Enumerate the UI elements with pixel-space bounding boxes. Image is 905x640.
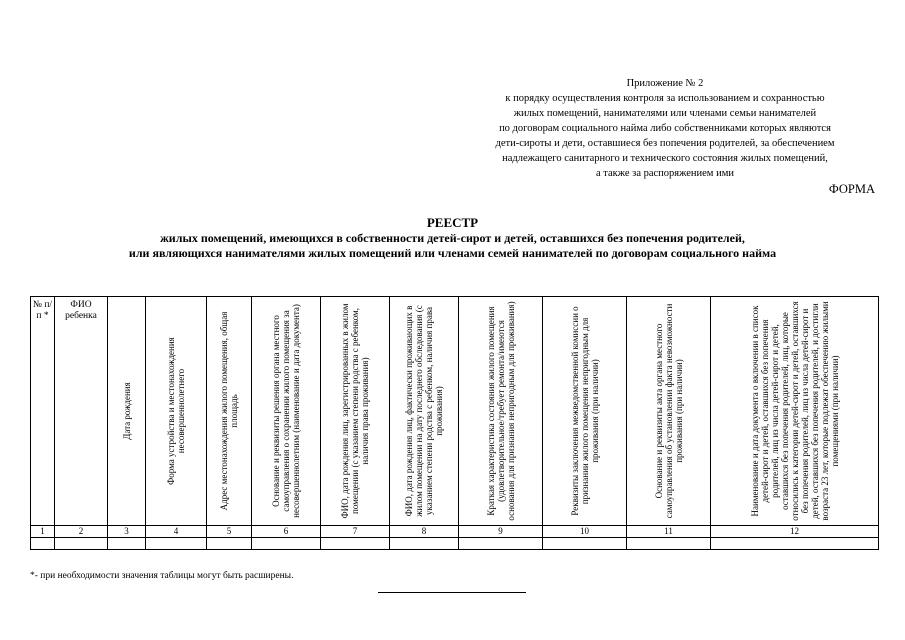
document-subtitle-line: или являющихся нанимателями жилых помещений или членами семей нанимателей по договорам социального найма (128, 246, 777, 260)
header-commission-conclusion: Реквизиты заключения межведомственной комиссии о признании жилого помещения непригодным для проживания (при наличии) (569, 306, 600, 516)
table-empty-row (31, 538, 879, 550)
column-number: 12 (711, 526, 879, 538)
column-number: 6 (252, 526, 321, 538)
table-cell (207, 538, 252, 550)
table-header-cell (207, 297, 252, 526)
column-number: 7 (321, 526, 390, 538)
column-number: 9 (459, 526, 543, 538)
table-cell (55, 538, 108, 550)
header-number: № п/п * (32, 300, 53, 321)
header-retention-decision: Основание и реквизиты решения органа местного самоуправления о сохранении жилого помещения за несовершеннолетним (наименование и дата документа) (271, 304, 301, 518)
table-cell (543, 538, 627, 550)
header-address: Адрес местонахождения жилого помещения, общая площадь (219, 311, 239, 511)
column-number: 4 (146, 526, 207, 538)
table-cell (31, 538, 55, 550)
header-birth-date: Дата рождения (121, 382, 132, 440)
footnote: *- при необходимости значения таблицы могут быть расширены. (30, 571, 294, 581)
header-condition: Краткая характеристика состояния жилого помещения (удовлетворительное/требует ремонта/имеются основания для признания непригодным для проживания) (485, 301, 516, 521)
header-impossibility-act: Основание и реквизиты акта органа местного самоуправления об установлении факта невозможности проживания (при наличии) (653, 303, 684, 519)
appendix-line: а также за распоряжением ими (596, 168, 734, 179)
table-cell (390, 538, 459, 550)
table-header-cell (321, 297, 390, 526)
document-title-block (0, 215, 905, 261)
column-number: 2 (55, 526, 108, 538)
column-number: 5 (207, 526, 252, 538)
table-header-cell (55, 297, 108, 526)
table-header-cell (31, 297, 55, 526)
appendix-line: надлежащего санитарного и технического состояния жилых помещений, (502, 153, 828, 164)
table-header-cell (108, 297, 146, 526)
table-header-row (31, 297, 879, 526)
table-cell (252, 538, 321, 550)
table-cell (146, 538, 207, 550)
table-cell (321, 538, 390, 550)
table-header-cell (627, 297, 711, 526)
header-registered-persons: ФИО, дата рождения лиц, зарегистрированных в жилом помещении (с указанием степени родства с ребенком, наличия права проживания) (340, 303, 370, 519)
column-number: 3 (108, 526, 146, 538)
table-cell (459, 538, 543, 550)
appendix-line: дети-сироты и дети, оставшиеся без попечения родителей, за обеспечением (495, 138, 835, 149)
column-number: 1 (31, 526, 55, 538)
form-label: ФОРМА (828, 182, 875, 196)
appendix-heading (420, 76, 905, 181)
table-cell (108, 538, 146, 550)
document-subtitle-line: жилых помещений, имеющихся в собственности детей-сирот и детей, оставшихся без попечения родителей, (160, 231, 745, 245)
registry-table (30, 296, 879, 550)
table-header-cell (252, 297, 321, 526)
appendix-line: по договорам социального найма либо собственниками которых являются (499, 123, 831, 134)
table-header-cell (146, 297, 207, 526)
table-number-row (31, 526, 879, 538)
column-number: 8 (390, 526, 459, 538)
table-header-cell (543, 297, 627, 526)
table-header-cell (390, 297, 459, 526)
header-list-inclusion: Наименование и дата документа о включении в список детей-сирот и детей, оставшихся без попечения родителей, лиц из числа детей-сирот и детей, оставшихся без попечения родителей, лиц, которые относились к категории детей-сирот и детей, оставшихся без попечения родителей, лиц из числа детей-сирот и детей, оставшихся без попечения родителей, и достигли возраста 23 лет, которые подлежат обеспечению жилыми помещениями (при наличии) (749, 301, 840, 521)
header-child-name: ФИО ребенка (65, 300, 97, 321)
appendix-line: к порядку осуществления контроля за использованием и сохранностью (505, 93, 825, 104)
table-header-cell (459, 297, 543, 526)
table-header-cell (711, 297, 879, 526)
header-residing-persons: ФИО, дата рождения лиц, фактически проживающих в жилом помещении на дату последнего обследования (с указанием степени родства с ребенком, наличия права проживания) (404, 305, 444, 517)
bottom-divider (378, 592, 526, 593)
table-cell (627, 538, 711, 550)
column-number: 11 (627, 526, 711, 538)
appendix-line: жилых помещений, нанимателями или членами семьи нанимателей (513, 108, 817, 119)
table-cell (711, 538, 879, 550)
column-number: 10 (543, 526, 627, 538)
document-title: РЕЕСТР (426, 215, 479, 230)
header-placement-form: Форма устройства и местонахождения несовершеннолетнего (166, 337, 186, 485)
appendix-line: Приложение № 2 (626, 78, 704, 89)
